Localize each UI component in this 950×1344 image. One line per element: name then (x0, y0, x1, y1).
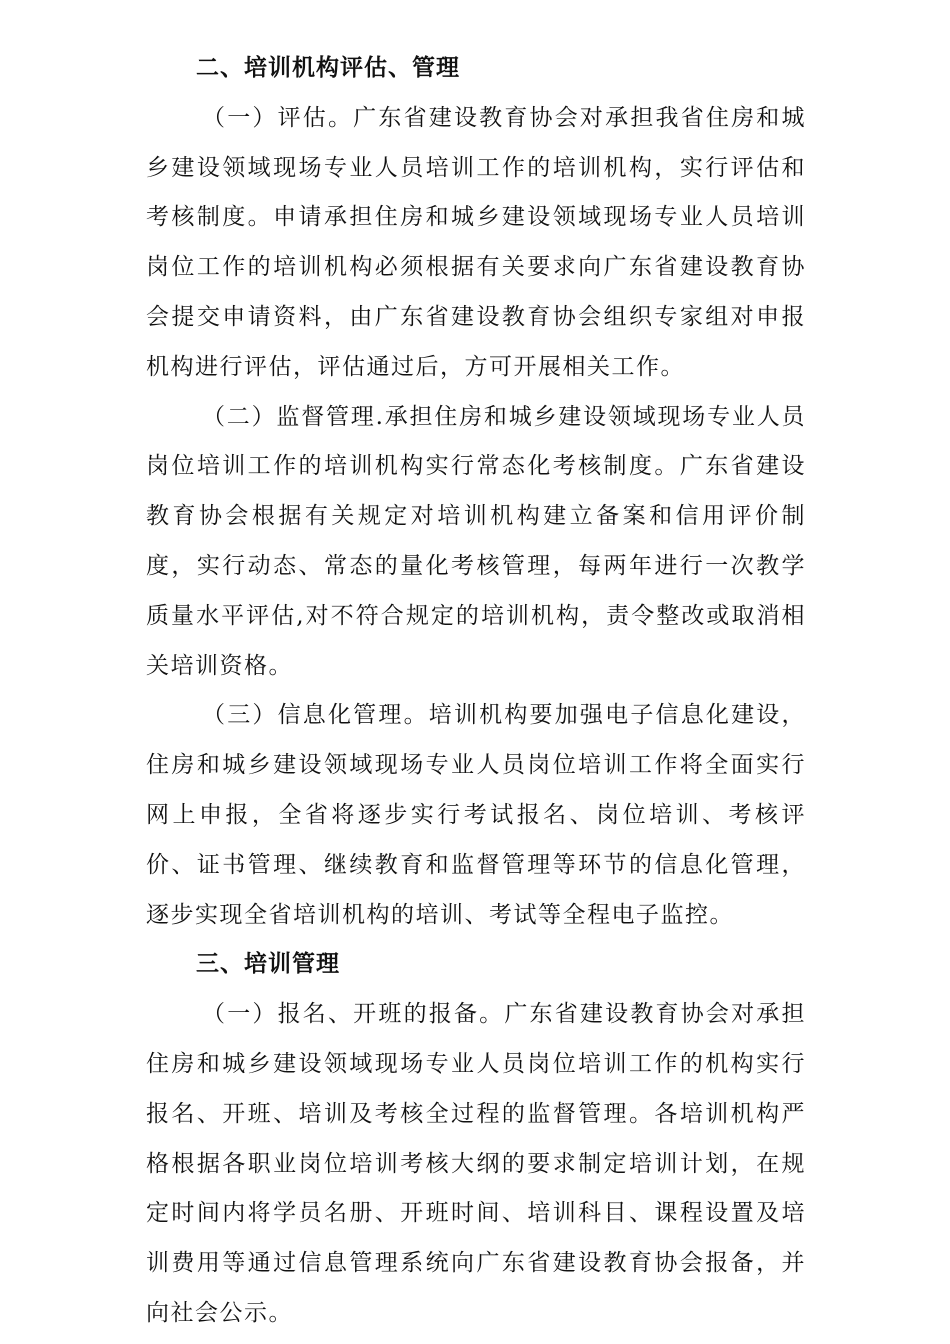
paragraph-information-management: （三）信息化管理。培训机构要加强电子信息化建设，住房和城乡建设领域现场专业人员岗位培训工作将全面实行网上申报，全省将逐步实行考试报名、岗位培训、考核评价、证书管理、继续教育和监督管理等环节的信息化管理，逐步实现全省培训机构的培训、考试等全程电子监控。 (146, 702, 806, 928)
document-body (146, 44, 806, 1339)
paragraph-supervision-management: （二）监督管理.承担住房和城乡建设领域现场专业人员岗位培训工作的培训机构实行常态化考核制度。广东省建设教育协会根据有关规定对培训机构建立备案和信用评价制度，实行动态、常态的量化考核管理，每两年进行一次教学质量水平评估,对不符合规定的培训机构，责令整改或取消相关培训资格。 (146, 403, 806, 679)
paragraph-registration-filing: （一）报名、开班的报备。广东省建设教育协会对承担住房和城乡建设领域现场专业人员岗位培训工作的机构实行报名、开班、培训及考核全过程的监督管理。各培训机构严格根据各职业岗位培训考核大纲的要求制定培训计划，在规定时间内将学员名册、开班时间、培训科目、课程设置及培训费用等通过信息管理系统向广东省建设教育协会报备，并向社会公示。 (146, 1001, 806, 1326)
paragraph-evaluation: （一）评估。广东省建设教育协会对承担我省住房和城乡建设领域现场专业人员培训工作的培训机构，实行评估和考核制度。申请承担住房和城乡建设领域现场专业人员培训岗位工作的培训机构必须根据有关要求向广东省建设教育协会提交申请资料，由广东省建设教育协会组织专家组对申报机构进行评估，评估通过后，方可开展相关工作。 (146, 104, 806, 380)
section-heading-training-institution-evaluation: 二、培训机构评估、管理 (196, 55, 460, 81)
section-heading-training-management: 三、培训管理 (196, 951, 340, 978)
